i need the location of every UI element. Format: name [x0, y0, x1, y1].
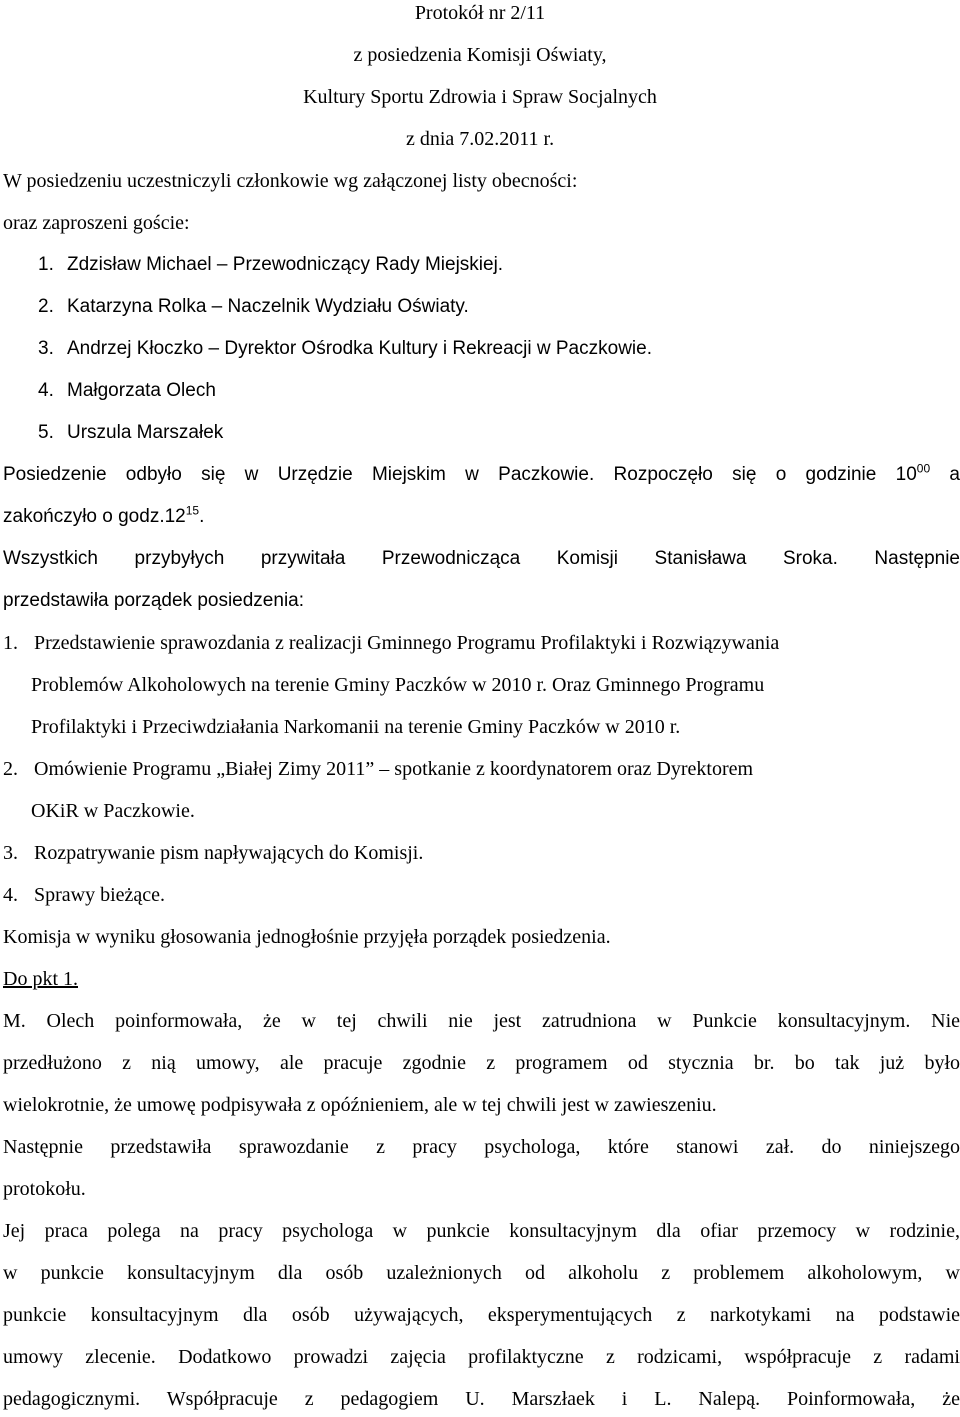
paragraph-line: pedagogicznymi. Współpracuje z pedagogiem U. Marszłaek i L. Nalepą. Poinformowała, że	[3, 1388, 960, 1410]
agenda-item-continuation: Problemów Alkoholowych na terenie Gminy Paczków w 2010 r. Oraz Gminnego Programu	[31, 674, 765, 696]
guest-item	[38, 294, 960, 320]
paragraph-line: protokołu.	[3, 1178, 86, 1200]
paragraph-line: M. Olech poinformowała, że w tej chwili nie jest zatrudniona w Punkcie konsultacyjnym. Nie	[3, 1010, 960, 1032]
session-conjunction: a	[949, 464, 960, 485]
attendance-members: W posiedzeniu uczestniczyli członkowie wg załączonej listy obecności:	[3, 170, 578, 192]
agenda-text: Przedstawienie sprawozdania z realizacji Gminnego Programu Profilaktyki i Rozwiązywania	[34, 632, 780, 654]
paragraph-line: Następnie przedstawiła sprawozdanie z pracy psychologa, które stanowi zał. do niniejszego	[3, 1136, 960, 1158]
list-number: 5.	[38, 422, 54, 443]
agenda-text: Sprawy bieżące.	[34, 884, 166, 906]
list-number: 1.	[38, 254, 54, 275]
list-number: 3.	[38, 338, 54, 359]
paragraph-line: w punkcie konsultacyjnym dla osób uzależnionych od alkoholu z problemem alkoholowym, w	[3, 1262, 960, 1284]
agenda-item	[3, 882, 960, 908]
section-heading-text: Do pkt 1.	[3, 968, 78, 990]
end-time-superscript: 15	[185, 503, 200, 518]
agenda-item	[3, 840, 960, 866]
guest-text: Urszula Marszałek	[67, 422, 224, 443]
start-time-superscript: 00	[916, 461, 931, 476]
welcome-line: Wszystkich przybyłych przywitała Przewodnicząca Komisji Stanisława Sroka. Następnie	[3, 548, 960, 569]
guest-text: Andrzej Kłoczko – Dyrektor Ośrodka Kultury i Rekreacji w Paczkowie.	[67, 338, 652, 359]
committee-name: Kultury Sportu Zdrowia i Spraw Socjalnych	[303, 86, 657, 108]
guest-item	[38, 336, 960, 362]
period: .	[199, 506, 205, 527]
agenda-text: Rozpatrywanie pism napływających do Komisji.	[34, 842, 424, 864]
section-heading	[3, 966, 960, 992]
guests-label: oraz zaproszeni goście:	[3, 212, 190, 234]
paragraph-line: wielokrotnie, że umowę podpisywała z opóźnieniem, ale w tej chwili jest w zawieszeniu.	[3, 1094, 717, 1116]
agenda-item	[3, 756, 960, 782]
agenda-intro: przedstawiła porządek posiedzenia:	[3, 590, 305, 611]
guest-text: Zdzisław Michael – Przewodniczący Rady Miejskiej.	[67, 254, 504, 275]
paragraph-line: Jej praca polega na pracy psychologa w punkcie konsultacyjnym dla ofiar przemocy w rodzinie,	[3, 1220, 960, 1242]
list-number: 2.	[3, 758, 18, 780]
agenda-item-continuation: Profilaktyki i Przeciwdziałania Narkomanii na terenie Gminy Paczków w 2010 r.	[31, 716, 681, 738]
document-date: z dnia 7.02.2011 r.	[405, 128, 555, 150]
session-start-text: Posiedzenie odbyło się w Urzędzie Miejskim w Paczkowie. Rozpoczęło się o godzinie 10	[3, 464, 917, 485]
agenda-approval: Komisja w wyniku głosowania jednogłośnie przyjęła porządek posiedzenia.	[3, 926, 611, 948]
list-number: 3.	[3, 842, 18, 864]
agenda-item-continuation: OKiR w Paczkowie.	[31, 800, 195, 822]
document-title: Protokół nr 2/11	[414, 2, 546, 24]
guest-item	[38, 252, 960, 278]
list-number: 4.	[38, 380, 54, 401]
paragraph-line: punkcie konsultacyjnym dla osób używających, eksperymentujących z narkotykami na podstawie	[3, 1304, 960, 1326]
paragraph-line: umowy zlecenie. Dodatkowo prowadzi zajęcia profilaktyczne z rodzicami, współpracuje z radami	[3, 1346, 960, 1368]
session-end-line	[3, 504, 960, 530]
guest-text: Katarzyna Rolka – Naczelnik Wydziału Oświaty.	[67, 296, 469, 317]
session-end-text: zakończyło o godz.12	[3, 506, 186, 527]
guest-item	[38, 378, 960, 404]
list-number: 2.	[38, 296, 54, 317]
document-subtitle: z posiedzenia Komisji Oświaty,	[353, 44, 607, 66]
list-number: 1.	[3, 632, 18, 654]
session-info-line	[3, 462, 960, 488]
agenda-item	[3, 630, 960, 656]
agenda-text: Omówienie Programu „Białej Zimy 2011” – spotkanie z koordynatorem oraz Dyrektorem	[34, 758, 754, 780]
list-number: 4.	[3, 884, 18, 906]
guest-item	[38, 420, 960, 446]
guest-text: Małgorzata Olech	[67, 380, 216, 401]
paragraph-line: przedłużono z nią umowy, ale pracuje zgodnie z programem od stycznia br. bo tak już było	[3, 1052, 960, 1074]
